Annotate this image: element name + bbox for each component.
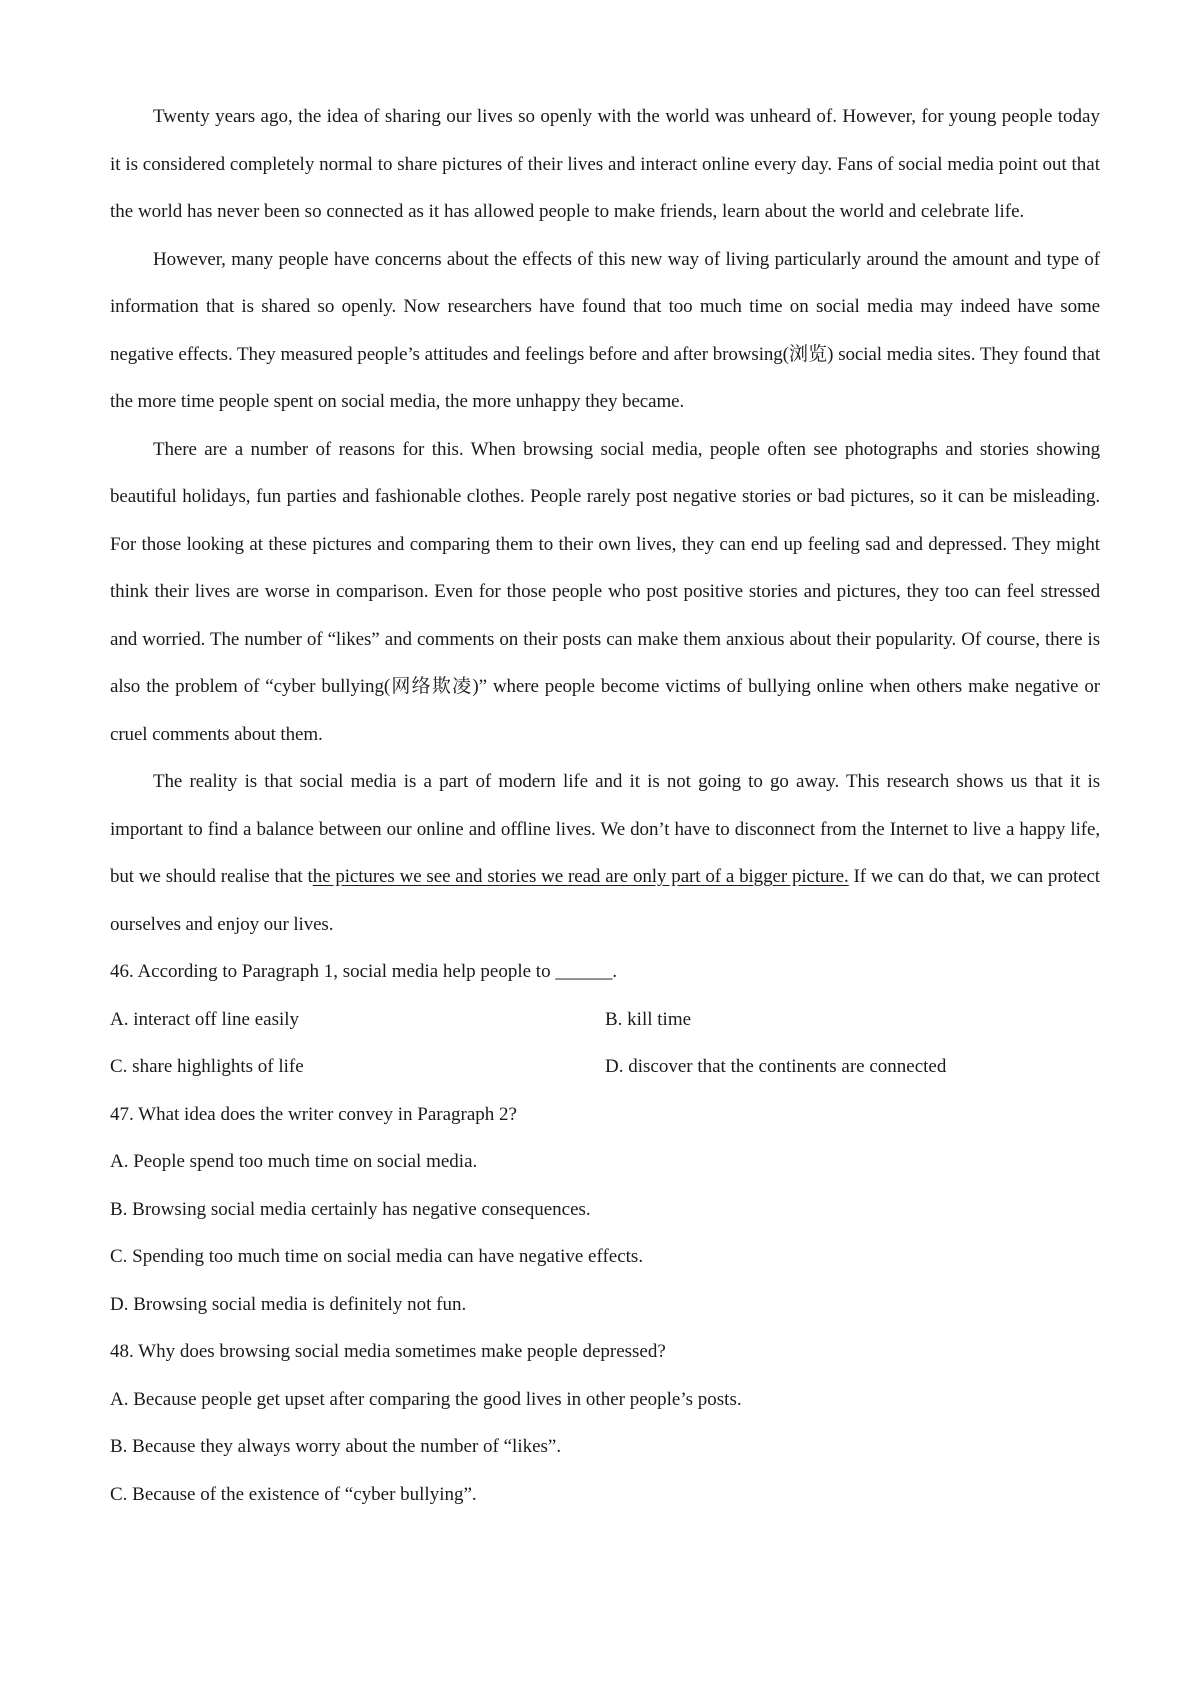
option-47-c: C. Spending too much time on social media can have negative effects. xyxy=(110,1246,644,1267)
question-46: 46. According to Paragraph 1, social media help people to ______. xyxy=(110,961,618,982)
question-48: 48. Why does browsing social media sometimes make people depressed? xyxy=(110,1341,666,1362)
passage-paragraph-4 xyxy=(110,758,1100,948)
passage-paragraph-1: Twenty years ago, the idea of sharing our lives so openly with the world was unheard of. However, for young people today it is considered completely normal to share pictures of their lives and interact online every day. Fans of social media point out that the world has never been so connected as it has allowed people to make friends, learn about the world and celebrate life. xyxy=(110,106,1100,222)
option-46-c: C. share highlights of life xyxy=(110,1056,304,1077)
option-48-c: C. Because of the existence of “cyber bullying”. xyxy=(110,1483,477,1505)
option-47-b: B. Browsing social media certainly has negative consequences. xyxy=(110,1198,591,1220)
option-46-d: D. discover that the continents are connected xyxy=(605,1056,947,1077)
paragraph-4-text-end: If we can do that, we can protect ourselves and enjoy our lives. xyxy=(110,866,1100,935)
paragraph-4-text-start: The reality is that social media is a part of modern life and it is not going to go away. This research shows us that it is important to find a balance between our online and offline lives. We don’t have to disconnect from the Internet to live a happy life, but we should realise that t xyxy=(110,771,1100,887)
option-46-a: A. interact off line easily xyxy=(110,1008,300,1030)
passage-paragraph-2: However, many people have concerns about the effects of this new way of living particularly around the amount and type of information that is shared so openly. Now researchers have found that too much time on social media may indeed have some negative effects. They measured people’s attitudes and feelings before and after browsing(浏览) social media sites. They found that the more time people spent on social media, the more unhappy they became. xyxy=(110,248,1100,412)
question-46-options-row-1 xyxy=(110,996,1100,1044)
question-47: 47. What idea does the writer convey in Paragraph 2? xyxy=(110,1103,517,1125)
option-48-b: B. Because they always worry about the number of “likes”. xyxy=(110,1436,562,1457)
question-46-options-row-2 xyxy=(110,1043,1100,1091)
passage-paragraph-3: There are a number of reasons for this. When browsing social media, people often see photographs and stories showing beautiful holidays, fun parties and fashionable clothes. People rarely post negative stories or bad pictures, so it can be misleading. For those looking at these pictures and comparing them to their own lives, they can end up feeling sad and depressed. They might think their lives are worse in comparison. Even for those people who post positive stories and pictures, they too can feel stressed and worried. The number of “likes” and comments on their posts can make them anxious about their popularity. Of course, there is also the problem of “cyber bullying(网络欺凌)” where people become victims of bullying online when others make negative or cruel comments about them. xyxy=(110,438,1100,745)
option-46-b: B. kill time xyxy=(605,1008,692,1030)
option-47-a: A. People spend too much time on social media. xyxy=(110,1151,478,1172)
document-page xyxy=(110,93,1100,1518)
underlined-sentence: he pictures we see and stories we read are only part of a bigger picture. xyxy=(312,866,849,887)
option-47-d: D. Browsing social media is definitely not fun. xyxy=(110,1293,467,1315)
option-48-a: A. Because people get upset after comparing the good lives in other people’s posts. xyxy=(110,1388,742,1410)
